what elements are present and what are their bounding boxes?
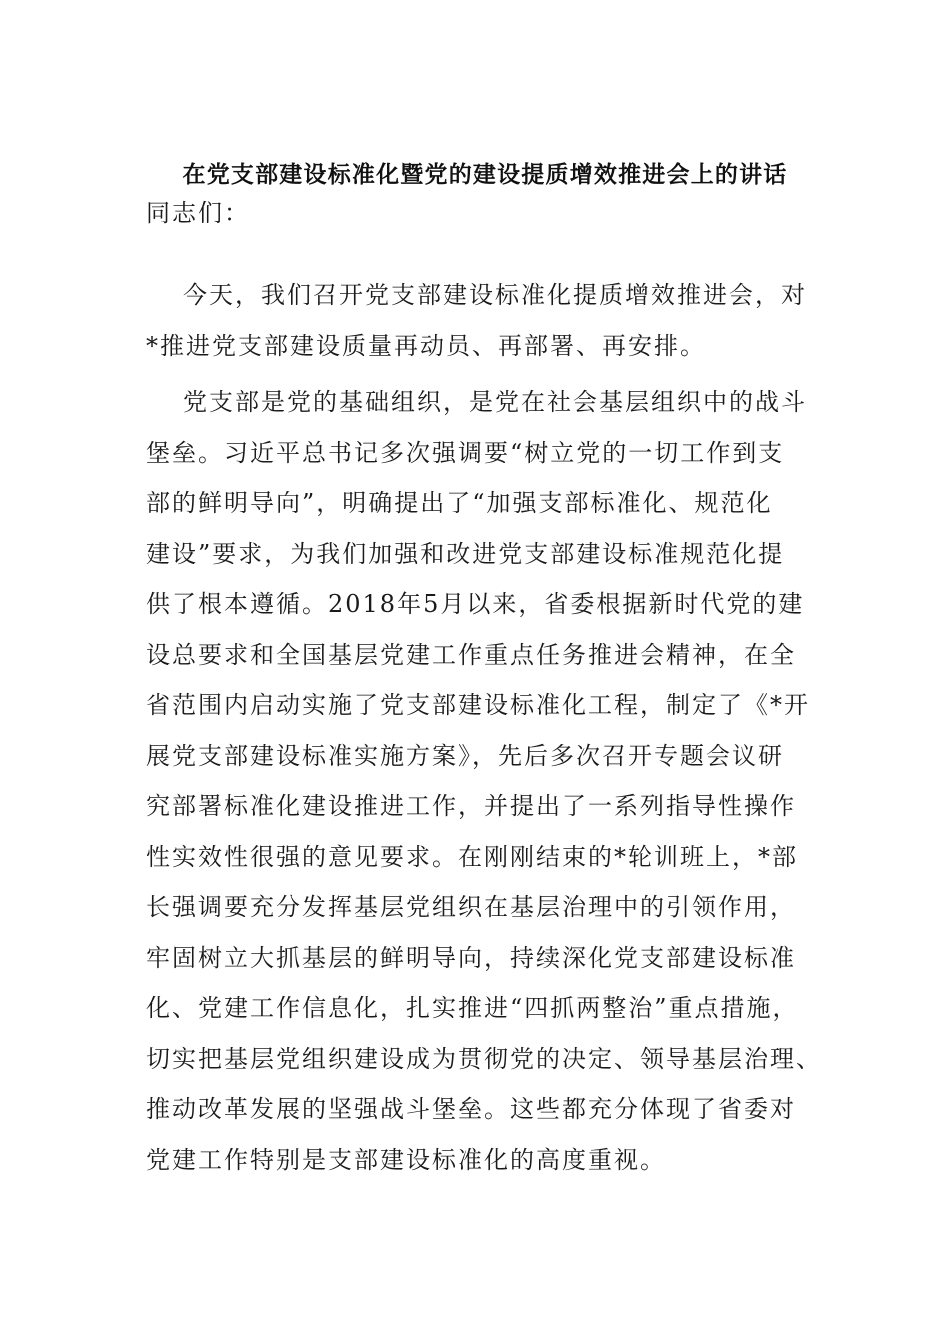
- paragraph-line: 今天，我们召开党支部建设标准化提质增效推进会，对: [183, 281, 807, 309]
- salutation: 同志们：: [146, 199, 250, 227]
- paragraph-line: 党建工作特别是支部建设标准化的高度重视。: [146, 1145, 666, 1174]
- paragraph-line: 展党支部建设标准实施方案》，先后多次召开专题会议研: [146, 741, 784, 770]
- paragraph-line: 化、党建工作信息化，扎实推进“四抓两整治”重点措施，: [146, 994, 799, 1022]
- paragraph-1: [146, 270, 806, 371]
- paragraph-line: 设总要求和全国基层党建工作重点任务推进会精神，在全: [146, 640, 796, 669]
- paragraph-line: 堡垒。习近平总书记多次强调要“树立党的一切工作到支: [146, 438, 785, 467]
- paragraph-line: 性实效性很强的意见要求。在刚刚结束的*轮训班上，*部: [146, 842, 798, 871]
- paragraph-line: 党支部是党的基础组织，是党在社会基层组织中的战斗: [183, 388, 807, 416]
- document-title: 在党支部建设标准化暨党的建设提质增效推进会上的讲话: [182, 162, 788, 188]
- paragraph-line: 部的鲜明导向”，明确提出了“加强支部标准化、规范化: [146, 489, 773, 517]
- paragraph-line: 究部署标准化建设推进工作，并提出了一系列指导性操作: [146, 792, 796, 820]
- paragraph-2: [146, 377, 822, 1185]
- paragraph-line: *推进党支部建设质量再动员、再部署、再安排。: [146, 331, 706, 360]
- paragraph-line: 牢固树立大抓基层的鲜明导向，持续深化党支部建设标准: [146, 943, 796, 972]
- paragraph-line: 推动改革发展的坚强战斗堡垒。这些都充分体现了省委对: [146, 1095, 796, 1123]
- paragraph-line: 省范围内启动实施了党支部建设标准化工程，制定了《*开: [146, 691, 810, 719]
- paragraph-line: 供了根本遵循。2018年5月以来，省委根据新时代党的建: [146, 590, 805, 618]
- paragraph-line: 建设”要求，为我们加强和改进党支部建设标准规范化提: [146, 539, 785, 568]
- paragraph-line: 切实把基层党组织建设成为贯彻党的决定、领导基层治理、: [146, 1044, 822, 1073]
- paragraph-line: 长强调要充分发挥基层党组织在基层治理中的引领作用，: [146, 893, 796, 921]
